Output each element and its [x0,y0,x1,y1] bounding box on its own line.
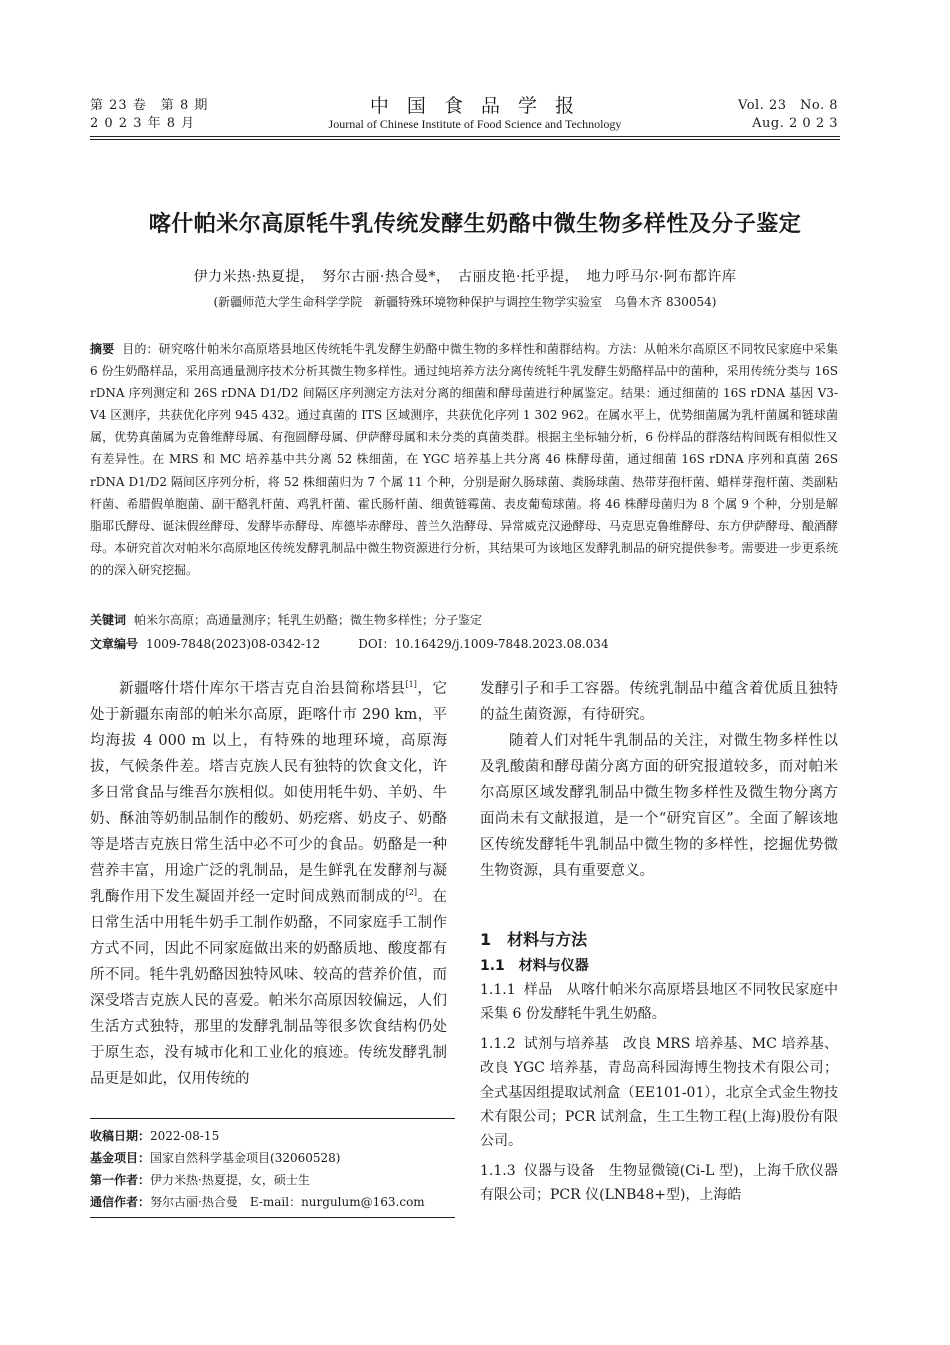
citation-1: [1] [405,680,417,690]
footnote [90,1125,460,1213]
received-label: 收稿日期： [90,1129,151,1143]
doi: DOI：10.16429/j.1009-7848.2023.08.034 [358,637,609,651]
intro-continuation: 发酵引子和手工容器。传统乳制品中蕴含着优质且独特的益生菌资源，有待研究。 [480,681,838,723]
intro-paragraph-2: 随着人们对牦牛乳制品的关注，对微生物多样性以及乳酸菌和酵母菌分离方面的研究报道较多，而对帕米尔高原区域发酵乳制品中微生物多样性及微生物分离方面尚未有文献报道，是一个“研究盲区”。全面了解该地区传统发酵牦牛乳制品中微生物的多样性，挖掘优势微生物资源，具有重要意义。 [480,733,838,879]
section-heading-1: 1 材料与方法 [480,930,588,949]
abstract-text: 目的：研究喀什帕米尔高原塔县地区传统牦牛乳发酵生奶酪中微生物的多样性和菌群结构。方法：从帕米尔高原区不同牧民家庭中采集 6 份生奶酪样品，采用高通量测序技术分析其微生物多样性。通过纯培养方法分离传统牦牛乳发酵生奶酪样品中的菌种，采用传统分类与 16S rDNA 序列测定和 26S rDNA D1/D2 间隔区序列测定方法对分离的细菌和酵母菌进行种属鉴定。结果：通过细菌的 16S rDNA 基因 V3-V4 区测序，共获优化序列 945 432。通过真菌的 ITS 区域测序，共获优化序列 1 302 962。在属水平上，优势细菌属为乳杆菌属和链球菌属，优势真菌属为克鲁维酵母属、有孢圆酵母属、伊萨酵母属和未分类的真菌类群。根据主坐标轴分析，6 份样品的群落结构间既有相似性又有差异性。在 MRS 和 MC 培养基中共分离 52 株细菌，在 YGC 培养基上共分离 46 株酵母菌，通过细菌 16S rDNA 序列和真菌 26S rDNA D1/D2 隔间区序列分析，将 52 株细菌归为 7 个属 11 个种，分别是耐久肠球菌、粪肠球菌、热带芽孢杆菌、蜡样芽孢杆菌、类副粘杆菌、希腊假单胞菌、副干酪乳杆菌、鸡乳杆菌、霍氏肠杆菌、细黄链霉菌、表皮葡萄球菌。将 46 株酵母菌归为 8 个属 9 个种，分别是解脂耶氏酵母、诞沫假丝酵母、发酵毕赤酵母、库德毕赤酵母、普兰久浩酵母、异常威克汉逊酵母、马克思克鲁维酵母、东方伊萨酵母、酿酒酵母。本研究首次对帕米尔高原地区传统发酵乳制品中微生物资源进行分析，其结果可为该地区发酵乳制品的研究提供参考。需要进一步更系统的的深入研究挖掘。 [90,342,838,577]
item-text: 从喀什帕米尔高原塔县地区不同牧民家庭中采集 6 份发酵牦牛乳生奶酪。 [480,982,839,1023]
footnote-rule-top [90,1118,455,1119]
received-date [90,1125,460,1147]
intro-text-3: 。在日常生活中用牦牛奶手工制作奶酪，不同家庭手工制作方式不同，因此不同家庭做出来的奶酪质地、酸度都有所不同。牦牛乳奶酪因独特风味、较高的营养价值，而深受塔吉克族人民的喜爱。帕米尔高原因较偏远，人们生活方式独特，那里的发酵乳制品等很多饮食结构仍处于原生态，没有城市化和工业化的痕迹。传统发酵乳制品更是如此，仅用传统的 [90,889,448,1087]
first-author-label: 第一作者： [90,1173,151,1187]
received-value: 2022-08-15 [150,1129,220,1143]
corresponding-author [90,1191,460,1213]
materials-list [480,978,838,1213]
body-right-column [480,676,838,884]
header-rule-bottom [90,139,840,140]
header-rule-top [90,136,840,137]
materials-item [480,1159,838,1208]
first-author-value: 伊力米热·热夏提，女，硕士生 [150,1173,310,1187]
corresponding-label: 通信作者： [90,1195,151,1209]
article-info [90,634,838,654]
first-author [90,1169,460,1191]
item-text: 生物显微镜(Ci-L 型)，上海千欣仪器有限公司；PCR 仪(LNB48+型)，上海皓 [480,1162,839,1204]
fund-info [90,1147,460,1169]
affiliation: (新疆师范大学生命科学学院 新疆特殊环境物种保护与调控生物学实验室 乌鲁木齐 830054) [213,295,717,309]
item-heading: 样品 [523,982,553,998]
abstract [90,338,838,581]
section-heading-1-1: 1.1 材料与仪器 [480,958,589,974]
footnote-rule-bottom [90,1217,455,1218]
paper-title: 喀什帕米尔高原牦牛乳传统发酵生奶酪中微生物多样性及分子鉴定 [148,212,802,237]
keywords-text: 帕米尔高原；高通量测序；牦乳生奶酪；微生物多样性；分子鉴定 [134,613,483,627]
header-volume-issue [90,97,208,133]
item-heading: 试剂与培养基 [523,1035,609,1052]
keywords-label: 关键词 [90,613,127,627]
header-date: 2 0 2 3 年 8 月 [90,116,196,131]
header-volume: 第 23 卷 第 8 期 [90,98,209,113]
item-heading: 仪器与设备 [523,1162,595,1179]
article-number: 1009-7848(2023)08-0342-12 [146,637,321,651]
keywords [90,610,838,630]
corresponding-value: 努尔古丽·热合曼 E-mail：nurgulum@163.com [150,1195,425,1209]
journal-title-en: Journal of Chinese Institute of Food Science and Technology [328,117,622,131]
body-left-column [90,676,447,1092]
header-volume-en: Vol. 23 No. 8 [738,98,838,113]
item-text: 改良 MRS 培养基、MC 培养基、改良 YGC 培养基，青岛高科园海博生物技术有限公司；全式基因组提取试剂盒（EE101-01），北京全式金生物技术有限公司；PCR 试剂盒，生工生物工程(上海)股份有限公司。 [480,1035,838,1150]
intro-paragraph [90,676,447,1092]
journal-title-cn: 中 国 食 品 学 报 [369,95,581,117]
materials-item [480,978,838,1027]
item-number: 1.1.2 [480,1035,516,1052]
abstract-label: 摘要 [90,342,115,356]
materials-item [480,1032,838,1154]
item-number: 1.1.3 [480,1162,516,1179]
authors: 伊力米热·热夏提， 努尔古丽·热合曼*， 古丽皮艳·托乎提， 地力呼马尔·阿布都许库 [193,269,737,285]
item-number: 1.1.1 [480,982,516,998]
fund-value: 国家自然科学基金项目(32060528) [150,1151,341,1165]
intro-text-1: 新疆喀什塔什库尔干塔吉克自治县简称塔县 [119,681,406,697]
fund-label: 基金项目： [90,1151,151,1165]
header-date-en: Aug. 2 0 2 3 [752,116,838,131]
article-number-label: 文章编号 [90,637,139,651]
header-vol-en [700,97,838,133]
citation-2: [2] [405,888,417,898]
intro-text-2: ，它处于新疆东南部的帕米尔高原，距喀什市 290 km，平均海拔 4 000 m 以上，有特殊的地理环境，高原海拔，气候条件差。塔吉克族人民有独特的饮食文化，许多日常食品与维吾尔族相似。如使用牦牛奶、羊奶、牛奶、酥油等奶制品制作的酸奶、奶疙瘩、奶皮子、奶酪等是塔吉克族日常生活中必不可少的食品。奶酪是一种营养丰富，用途广泛的乳制品，是生鲜乳在发酵剂与凝乳酶作用下发生凝固并经一定时间成熟而制成的 [90,681,448,905]
